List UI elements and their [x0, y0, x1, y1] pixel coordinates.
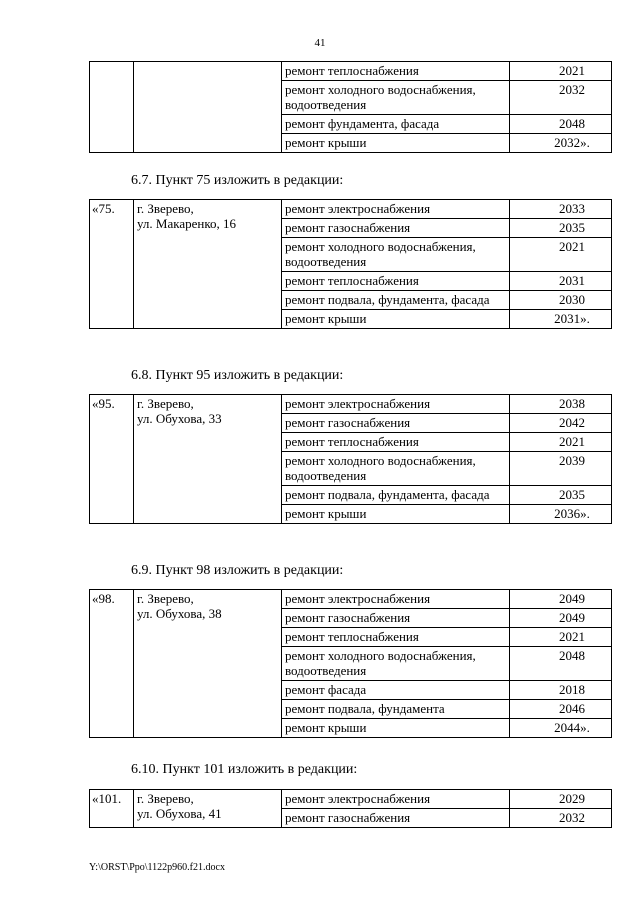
year-cell: 2030	[510, 291, 612, 310]
year-cell: 2021	[510, 628, 612, 647]
year-cell: 2036».	[510, 505, 612, 524]
work-cell: ремонт холодного водоснабжения, водоотведения	[282, 452, 510, 486]
year-cell: 2032».	[510, 134, 612, 153]
address-cell	[134, 200, 282, 329]
year-cell: 2035	[510, 219, 612, 238]
year-cell: 2031	[510, 272, 612, 291]
item-number-cell: «75.	[90, 200, 134, 329]
repair-table-item-95	[89, 394, 612, 524]
year-cell: 2032	[510, 81, 612, 115]
work-cell: ремонт теплоснабжения	[282, 62, 510, 81]
work-cell: ремонт газоснабжения	[282, 414, 510, 433]
footer-file-path: Y:\ORST\Ppo\1122p960.f21.docx	[89, 862, 225, 873]
address-cell	[134, 790, 282, 828]
repair-table-item-75	[89, 199, 612, 329]
work-cell: ремонт электроснабжения	[282, 790, 510, 809]
year-cell: 2038	[510, 395, 612, 414]
year-cell: 2018	[510, 681, 612, 700]
year-cell: 2049	[510, 609, 612, 628]
work-cell: ремонт крыши	[282, 134, 510, 153]
year-cell: 2042	[510, 414, 612, 433]
year-cell: 2021	[510, 433, 612, 452]
address-city: г. Зверево,	[137, 591, 194, 606]
work-cell: ремонт газоснабжения	[282, 219, 510, 238]
page-number: 41	[314, 37, 326, 49]
work-cell: ремонт теплоснабжения	[282, 628, 510, 647]
year-cell: 2044».	[510, 719, 612, 738]
year-cell: 2035	[510, 486, 612, 505]
work-cell: ремонт теплоснабжения	[282, 433, 510, 452]
table-row	[90, 200, 612, 219]
item-number-cell: «101.	[90, 790, 134, 828]
item-number-cell	[90, 62, 134, 153]
year-cell: 2021	[510, 62, 612, 81]
address-cell	[134, 590, 282, 738]
work-cell: ремонт подвала, фундамента, фасада	[282, 486, 510, 505]
work-cell: ремонт газоснабжения	[282, 809, 510, 828]
paragraph-6-9: 6.9. Пункт 98 изложить в редакции:	[131, 563, 344, 578]
table-row	[90, 62, 612, 81]
work-cell: ремонт подвала, фундамента	[282, 700, 510, 719]
work-cell: ремонт холодного водоснабжения, водоотведения	[282, 81, 510, 115]
work-cell: ремонт теплоснабжения	[282, 272, 510, 291]
table-row	[90, 590, 612, 609]
year-cell: 2048	[510, 115, 612, 134]
repair-table-item-101	[89, 789, 612, 828]
year-cell: 2039	[510, 452, 612, 486]
year-cell: 2031».	[510, 310, 612, 329]
work-cell: ремонт подвала, фундамента, фасада	[282, 291, 510, 310]
address-city: г. Зверево,	[137, 791, 194, 806]
year-cell: 2033	[510, 200, 612, 219]
address-cell	[134, 62, 282, 153]
table-row	[90, 395, 612, 414]
work-cell: ремонт электроснабжения	[282, 590, 510, 609]
work-cell: ремонт электроснабжения	[282, 395, 510, 414]
address-street: ул. Обухова, 33	[137, 411, 222, 426]
address-cell	[134, 395, 282, 524]
work-cell: ремонт крыши	[282, 719, 510, 738]
work-cell: ремонт холодного водоснабжения, водоотведения	[282, 647, 510, 681]
address-street: ул. Обухова, 41	[137, 806, 222, 821]
work-cell: ремонт крыши	[282, 505, 510, 524]
paragraph-6-8: 6.8. Пункт 95 изложить в редакции:	[131, 368, 344, 383]
table-row	[90, 790, 612, 809]
year-cell: 2032	[510, 809, 612, 828]
year-cell: 2048	[510, 647, 612, 681]
address-city: г. Зверево,	[137, 396, 194, 411]
work-cell: ремонт холодного водоснабжения, водоотведения	[282, 238, 510, 272]
repair-table-continuation	[89, 61, 612, 153]
item-number-cell: «95.	[90, 395, 134, 524]
year-cell: 2046	[510, 700, 612, 719]
work-cell: ремонт электроснабжения	[282, 200, 510, 219]
year-cell: 2021	[510, 238, 612, 272]
address-street: ул. Обухова, 38	[137, 606, 222, 621]
address-street: ул. Макаренко, 16	[137, 216, 237, 231]
paragraph-6-7: 6.7. Пункт 75 изложить в редакции:	[131, 173, 344, 188]
work-cell: ремонт крыши	[282, 310, 510, 329]
work-cell: ремонт фасада	[282, 681, 510, 700]
address-city: г. Зверево,	[137, 201, 194, 216]
work-cell: ремонт фундамента, фасада	[282, 115, 510, 134]
year-cell: 2049	[510, 590, 612, 609]
repair-table-item-98	[89, 589, 612, 738]
year-cell: 2029	[510, 790, 612, 809]
work-cell: ремонт газоснабжения	[282, 609, 510, 628]
paragraph-6-10: 6.10. Пункт 101 изложить в редакции:	[131, 762, 358, 777]
item-number-cell: «98.	[90, 590, 134, 738]
